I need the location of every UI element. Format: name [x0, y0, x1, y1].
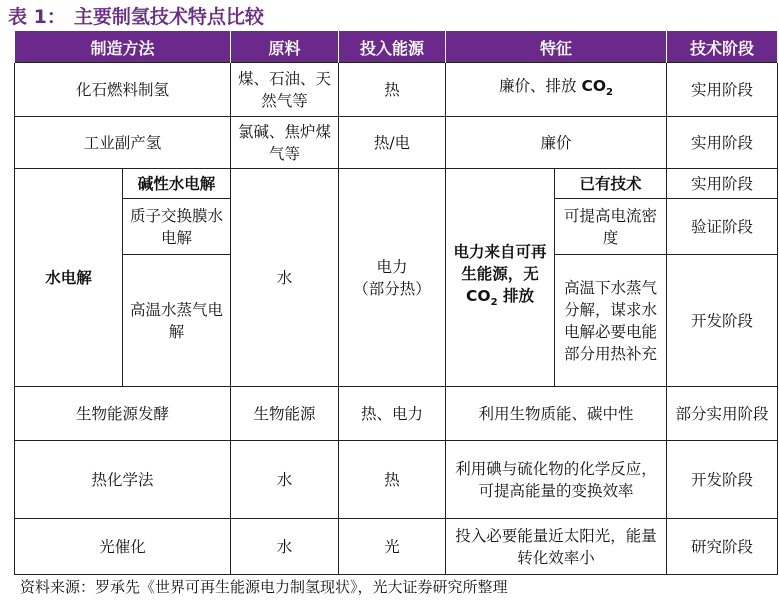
- method-cell: 化石燃料制氢: [15, 63, 231, 117]
- header-row: [15, 32, 778, 63]
- source-note: 资料来源：罗承先《世界可再生能源电力制氢现状》，光大证券研究所整理: [20, 578, 508, 596]
- stage-cell: 研究阶段: [667, 519, 778, 575]
- header-energy: 投入能源: [339, 32, 446, 63]
- energy-cell: 光: [339, 519, 446, 575]
- energy-line: （部分热）: [353, 279, 431, 298]
- feature-cell: [446, 63, 667, 117]
- material-cell: 水: [231, 519, 339, 575]
- energy-cell: 热: [339, 441, 446, 519]
- material-cell: 水: [231, 169, 339, 387]
- energy-line: 电力: [376, 257, 408, 276]
- stage-cell: 开发阶段: [667, 441, 778, 519]
- feature-text: 廉价、排放: [499, 76, 582, 95]
- method-cell: 工业副产氢: [15, 117, 231, 169]
- stage-cell: 实用阶段: [667, 169, 778, 199]
- stage-cell: 验证阶段: [667, 199, 778, 255]
- material-cell: 煤、石油、天然气等: [231, 63, 339, 117]
- method-cell: 水电解: [15, 169, 123, 387]
- feature-text: 排放: [497, 285, 534, 305]
- note-cell: 已有技术: [555, 169, 667, 199]
- table-row: [15, 387, 778, 441]
- stage-cell: 部分实用阶段: [667, 387, 778, 441]
- header-feature: 特征: [446, 32, 667, 63]
- material-cell: 生物能源: [231, 387, 339, 441]
- submethod-cell: 碱性水电解: [123, 169, 231, 199]
- feature-cell: 廉价: [446, 117, 667, 169]
- feature-cell: 利用生物质能、碳中性: [446, 387, 667, 441]
- energy-cell: 热: [339, 63, 446, 117]
- stage-cell: 实用阶段: [667, 117, 778, 169]
- stage-cell: 实用阶段: [667, 63, 778, 117]
- co2-subscript: 2: [606, 87, 613, 99]
- co2-symbol: CO: [581, 76, 607, 95]
- energy-cell: [339, 169, 446, 387]
- table-row: [15, 63, 778, 117]
- stage-cell: 开发阶段: [667, 255, 778, 387]
- material-cell: 水: [231, 441, 339, 519]
- feature-cell: 利用碘与硫化物的化学反应，可提高能量的变换效率: [446, 441, 667, 519]
- material-cell: 氯碱、焦炉煤气等: [231, 117, 339, 169]
- table-row: [15, 519, 778, 575]
- energy-cell: 热、电力: [339, 387, 446, 441]
- method-cell: 光催化: [15, 519, 231, 575]
- table-number: 表 1：: [8, 6, 66, 28]
- table-title-text: 主要制氢技术特点比较: [73, 6, 264, 28]
- method-cell: 热化学法: [15, 441, 231, 519]
- table-row: [15, 117, 778, 169]
- header-method: 制造方法: [15, 32, 231, 63]
- energy-cell: 热/电: [339, 117, 446, 169]
- header-stage: 技术阶段: [667, 32, 778, 63]
- co2-symbol: CO: [466, 286, 491, 305]
- table-row: [15, 441, 778, 519]
- feature-text: 电力来自可再生能源，无: [453, 241, 547, 283]
- header-material: 原料: [231, 32, 339, 63]
- note-cell: 可提高电流密度: [555, 199, 667, 255]
- table-row: [15, 169, 778, 199]
- feature-cell: [446, 169, 555, 387]
- hydrogen-comparison-table: [14, 31, 778, 575]
- submethod-cell: 高温水蒸气电解: [123, 255, 231, 387]
- co2-subscript: 2: [490, 297, 498, 309]
- note-cell: 高温下水蒸气分解，谋求水电解必要电能部分用热补充: [555, 255, 667, 387]
- feature-cell: 投入必要能量近太阳光，能量转化效率小: [446, 519, 667, 575]
- table-title: [8, 4, 264, 30]
- method-cell: 生物能源发酵: [15, 387, 231, 441]
- submethod-cell: 质子交换膜水电解: [123, 199, 231, 255]
